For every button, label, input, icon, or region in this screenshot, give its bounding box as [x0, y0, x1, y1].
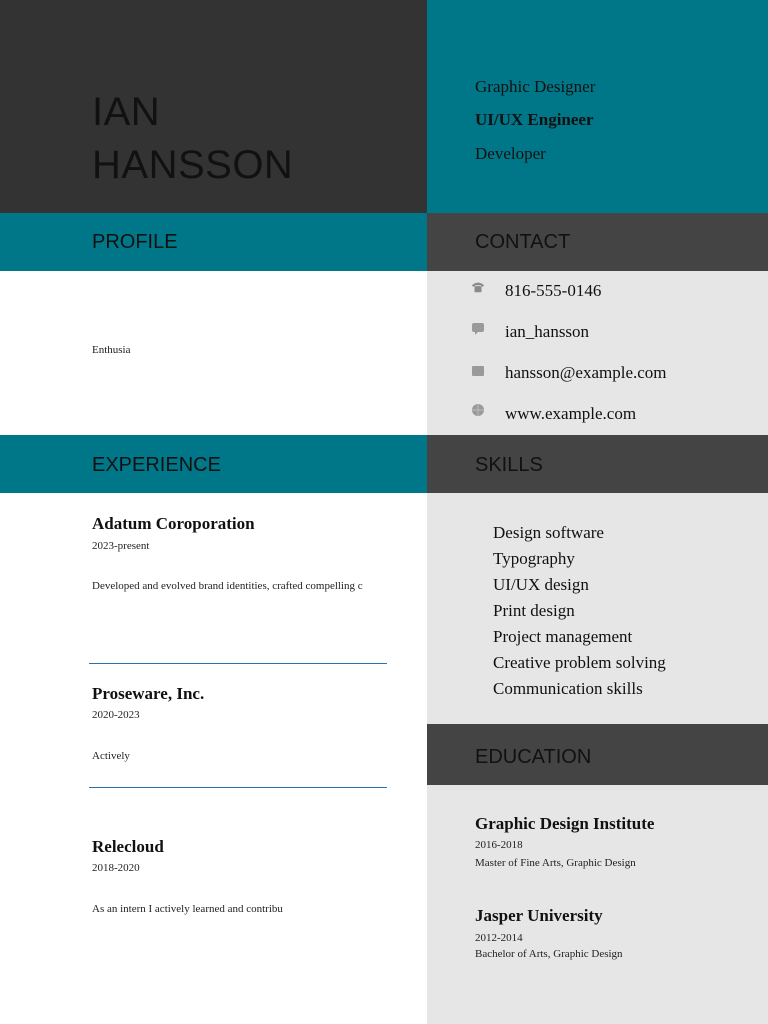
job-company: Adatum Coroporation: [92, 514, 255, 533]
skill-item: Print design: [493, 601, 575, 620]
contact-website: www.example.com: [505, 404, 637, 423]
school-dates: 2016-2018: [475, 839, 523, 851]
school-degree: Master of Fine Arts, Graphic Design: [475, 857, 636, 869]
contact-heading: CONTACT: [475, 232, 571, 252]
skills-heading: SKILLS: [475, 455, 543, 475]
job-dates: 2020-2023: [92, 709, 140, 721]
school-dates: 2012-2014: [475, 932, 523, 944]
profile-section-bar: [0, 213, 427, 271]
job-description: Developed and evolved brand identities, crafted compelling c: [92, 581, 363, 592]
skill-item: Creative problem solving: [493, 653, 666, 672]
email-icon: [471, 364, 485, 378]
school-degree: Bachelor of Arts, Graphic Design: [475, 948, 623, 960]
contact-email: hansson@example.com: [505, 363, 667, 382]
contact-phone: 816-555-0146: [505, 281, 602, 300]
first-name: IAN: [92, 90, 161, 134]
role-graphic-designer: Graphic Designer: [475, 77, 596, 96]
job-description: Actively: [92, 751, 130, 762]
globe-icon: [471, 403, 485, 417]
job-description: As an intern I actively learned and contribu: [92, 904, 283, 915]
job-company: Proseware, Inc.: [92, 684, 205, 703]
skill-item: Design software: [493, 523, 604, 542]
profile-text: Enthusia: [92, 345, 131, 356]
job-dates: 2018-2020: [92, 862, 140, 874]
role-developer: Developer: [475, 144, 546, 163]
skill-item: Project management: [493, 627, 633, 646]
job-company: Relecloud: [92, 837, 164, 856]
profile-heading: PROFILE: [92, 232, 178, 252]
phone-icon: [471, 280, 485, 294]
school-name: Graphic Design Institute: [475, 814, 655, 833]
experience-heading: EXPERIENCE: [92, 455, 221, 475]
chat-icon: [471, 322, 485, 336]
skill-item: UI/UX design: [493, 575, 589, 594]
school-name: Jasper University: [475, 906, 603, 925]
roles-header-block: [427, 0, 768, 213]
experience-divider: [89, 663, 387, 664]
contact-handle: ian_hansson: [505, 322, 590, 341]
last-name: HANSSON: [92, 143, 294, 187]
education-heading: EDUCATION: [475, 747, 592, 767]
role-uiux-engineer: UI/UX Engineer: [475, 110, 594, 129]
experience-divider: [89, 787, 387, 788]
skill-item: Communication skills: [493, 679, 643, 698]
skill-item: Typography: [493, 549, 575, 568]
job-dates: 2023-present: [92, 540, 150, 552]
